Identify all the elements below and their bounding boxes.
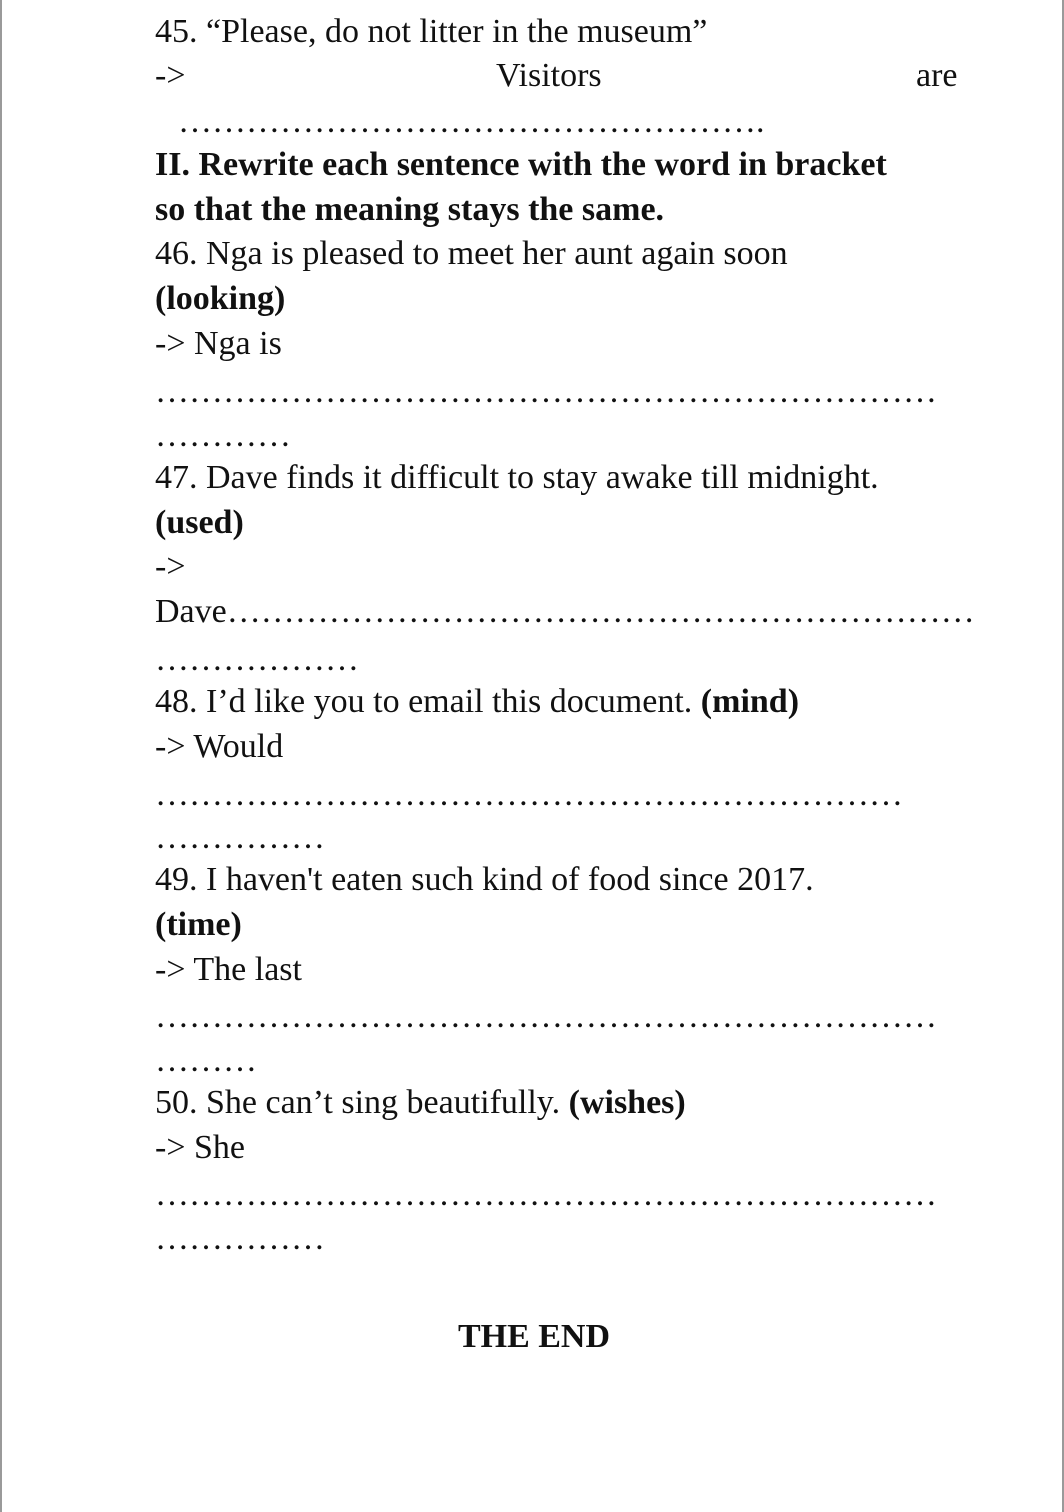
q49-answer-line-2: ………	[155, 1042, 257, 1079]
q47-arrow: ->	[155, 548, 186, 585]
q49-prompt: -> The last	[155, 951, 302, 988]
the-end-label: THE END	[457, 1318, 611, 1355]
section2-heading-line2: so that the meaning stays the same.	[155, 191, 665, 228]
q50-answer-line-1: ……………………………………………………………	[155, 1176, 937, 1213]
q45-arrow: ->	[155, 57, 186, 94]
q47-keyword-line	[155, 503, 244, 543]
q48-question: 48. I’d like you to email this document.	[155, 683, 701, 720]
q47-keyword-open: (	[155, 504, 167, 541]
q47-answer-line-1: …………………………………………………………	[226, 593, 975, 630]
q50-keyword-close: )	[674, 1084, 686, 1121]
q50-answer-line-2: ……………	[155, 1220, 325, 1257]
q46-keyword-open: (	[155, 280, 167, 317]
q47-keyword: used	[166, 504, 233, 541]
q46-keyword-close: )	[274, 280, 286, 317]
q49-keyword: time	[166, 906, 231, 943]
q48-prompt: -> Would	[155, 728, 284, 765]
q46-answer-line-1: ……………………………………………………………	[155, 373, 937, 410]
q48-answer-line-1: …………………………………………………………	[155, 776, 903, 813]
q47-keyword-close: )	[232, 504, 244, 541]
q45-word-visitors: Visitors	[496, 57, 602, 94]
q45-word-are: are	[916, 57, 958, 94]
q50-question: 50. She can’t sing beautifully.	[155, 1084, 569, 1121]
q46-prompt: -> Nga is	[155, 325, 282, 362]
q49-question: 49. I haven't eaten such kind of food since 2017.	[155, 861, 814, 898]
q48-keyword-close: )	[787, 683, 800, 720]
q48-keyword: mind	[712, 683, 788, 720]
q46-keyword-line	[155, 279, 285, 319]
q48-question-line	[155, 682, 799, 722]
q50-keyword-open: (	[568, 1084, 580, 1121]
q48-answer-line-2: ……………	[155, 819, 325, 856]
q47-prompt-line	[155, 592, 975, 632]
q49-keyword-open: (	[155, 906, 167, 943]
q48-keyword-open: (	[700, 683, 713, 720]
q49-keyword-line	[155, 905, 242, 945]
q50-keyword: wishes	[579, 1084, 675, 1121]
q46-question: 46. Nga is pleased to meet her aunt again soon	[155, 235, 788, 272]
q47-question: 47. Dave finds it difficult to stay awake till midnight.	[155, 459, 879, 496]
q45-question: 45. “Please, do not litter in the museum”	[155, 13, 708, 50]
q49-keyword-close: )	[230, 906, 242, 943]
q46-answer-line-2: …………	[155, 417, 291, 454]
q47-prompt: Dave	[155, 593, 227, 630]
section2-heading-line1: II. Rewrite each sentence with the word in bracket	[155, 146, 887, 183]
q45-answer-line: …………………………………………….	[178, 103, 765, 140]
q47-answer-line-2: ………………	[155, 641, 359, 678]
q50-prompt: -> She	[155, 1129, 245, 1166]
q49-answer-line-1: ……………………………………………………………	[155, 998, 937, 1035]
q46-keyword: looking	[166, 280, 275, 317]
q50-question-line	[155, 1083, 686, 1123]
